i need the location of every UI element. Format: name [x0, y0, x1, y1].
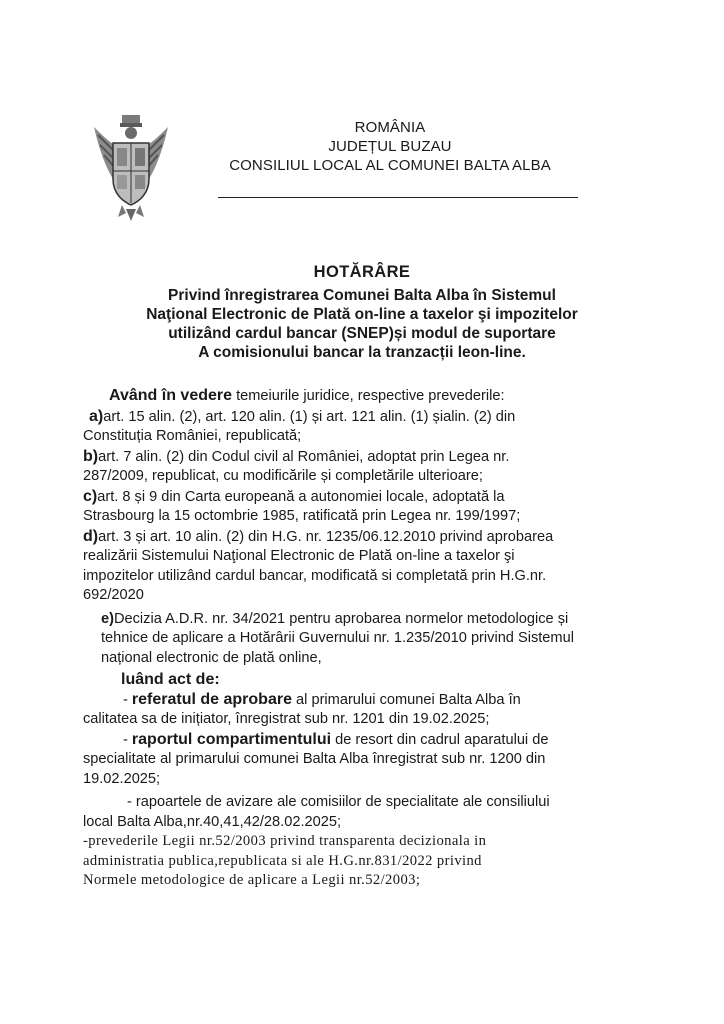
clause-a	[83, 407, 643, 428]
legislatie-line-2: administratia publica,republicata si ale H.G.nr.831/2022 privind	[83, 852, 482, 869]
council-name: CONSILIUL LOCAL AL COMUNEI BALTA ALBA	[229, 157, 551, 174]
clause-d-line-3: impozitelor utilizând cardul bancar, modificată si completată prin H.G.nr.	[83, 567, 547, 584]
intro-paragraph	[83, 386, 643, 407]
clause-b-line-1: art. 7 alin. (2) din Codul civil al României, adoptat prin Legea nr.	[98, 448, 510, 465]
institution-header	[200, 118, 580, 175]
title-line-1: Privind înregistrarea Comunei Balta Alba în Sistemul	[168, 287, 556, 304]
header-divider	[218, 197, 578, 198]
clause-b-line-2: 287/2009, republicat, cu modificările și completările ulterioare;	[83, 468, 483, 484]
avizare-line-1: - rapoartele de avizare ale comisiilor de specialitate ale consiliului	[127, 794, 550, 810]
act-heading: luând act de:	[121, 671, 220, 688]
document-type-title: HOTĂRÂRE	[313, 263, 411, 281]
clause-d-line-4: 692/2020	[83, 587, 144, 603]
referat-text: al primarului comunei Balta Alba în	[291, 691, 521, 708]
title-line-2: Naţional Electronic de Plată on-line a taxelor şi impozitelor	[146, 306, 578, 323]
clause-c-line-2: Strasbourg la 15 octombrie 1985, ratificată prin Legea nr. 199/1997;	[83, 508, 521, 524]
clause-e-line-1: Decizia A.D.R. nr. 34/2021 pentru aprobarea normelor metodologice și	[113, 610, 569, 627]
coat-of-arms-icon	[86, 113, 176, 223]
raport-line-3: 19.02.2025;	[83, 770, 161, 787]
legislatie-line-3: Normele metodologice de aplicare a Legii nr.52/2003;	[83, 872, 421, 888]
clause-d-label: d)	[83, 527, 99, 545]
avizare-line-2: local Balta Alba,nr.40,41,42/28.02.2025;	[83, 813, 342, 830]
clause-c-label: c)	[83, 487, 98, 505]
clause-a-label: a)	[89, 407, 104, 425]
raport-item	[83, 730, 643, 751]
raport-line-2: specialitate al primarului comunei Balta Alba înregistrat sub nr. 1200 din	[83, 751, 546, 767]
raport-text: de resort din cadrul aparatului de	[331, 731, 549, 748]
referat-item	[83, 690, 643, 711]
referat-line-2: calitatea sa de inițiator, înregistrat sub nr. 1201 din 19.02.2025;	[83, 711, 490, 727]
clause-b	[83, 447, 643, 468]
referat-bold: referatul de aprobare	[131, 690, 292, 708]
clause-b-label: b)	[83, 447, 99, 465]
clause-d-line-2: realizării Sistemului Naţional Electronic de Plată on-line a taxelor şi	[83, 548, 515, 564]
clause-d-line-1: art. 3 și art. 10 alin. (2) din H.G. nr. 1235/06.12.2010 privind aprobarea	[98, 528, 554, 545]
intro-bold-text: Având în vedere	[109, 387, 233, 404]
legislatie-line-1: -prevederile Legii nr.52/2003 privind transparenta decizionala in	[83, 833, 487, 849]
title-line-3: utilizând cardul bancar (SNEP)și modul de suportare	[168, 325, 556, 342]
referat-dash: -	[123, 691, 132, 708]
clause-c-line-1: art. 8 și 9 din Carta europeană a autonomiei locale, adoptată la	[97, 488, 505, 505]
raport-bold: raportul compartimentului	[131, 730, 332, 748]
clause-e	[83, 610, 643, 630]
clause-d	[83, 527, 643, 548]
clause-a-line-2: Constituția României, republicată;	[83, 428, 302, 444]
intro-text: temeiurile juridice, respective prevederile:	[232, 388, 505, 404]
document-title-block	[100, 262, 624, 362]
clause-a-line-1: art. 15 alin. (2), art. 120 alin. (1) și art. 121 alin. (1) șialin. (2) din	[103, 408, 516, 425]
clause-e-line-3: național electronic de plată online,	[101, 649, 322, 666]
clause-e-label: e)	[101, 610, 114, 627]
country-name: ROMÂNIA	[354, 119, 426, 136]
document-body	[83, 386, 643, 891]
clause-e-line-2: tehnice de aplicare a Hotărârii Guvernului nr. 1.235/2010 privind Sistemul	[101, 630, 574, 646]
raport-dash: -	[123, 731, 132, 748]
title-line-4: A comisionului bancar la tranzacții leon-line.	[198, 344, 526, 361]
clause-c	[83, 487, 643, 508]
county-name: JUDEȚUL BUZAU	[328, 138, 452, 155]
